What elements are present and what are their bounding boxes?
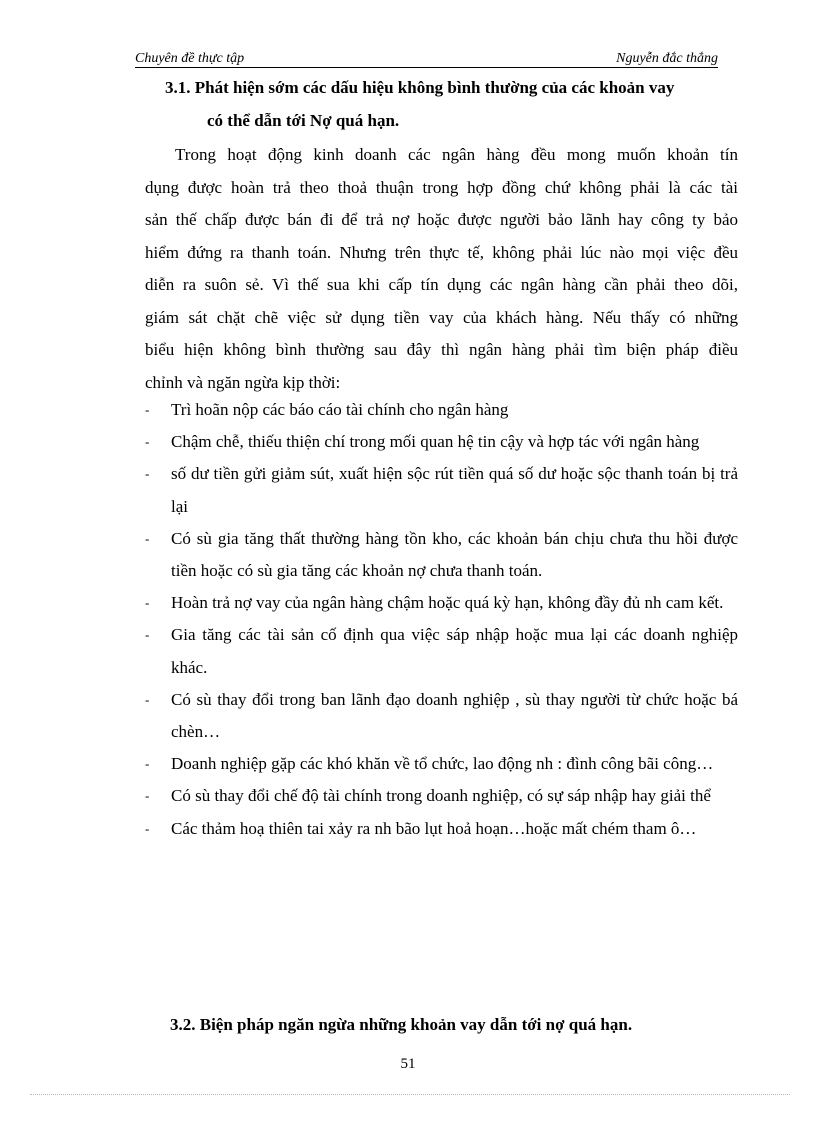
bullet-dash: - (145, 466, 150, 482)
bullet-dash: - (145, 627, 150, 643)
section-heading-3-1-continued: có thể dẫn tới Nợ quá hạn. (207, 111, 400, 130)
bullet-dash: - (145, 402, 150, 417)
intro-paragraph (145, 139, 738, 399)
list-item (145, 523, 738, 587)
list-item-text: Doanh nghiệp gặp các khó khăn về tổ chức, lao động nh : đình công bãi công… (171, 754, 714, 774)
bullet-dash: - (145, 595, 150, 611)
header-title: Chuyên đề thực tập (135, 51, 245, 66)
list-item-text: Có sù thay đổi chế độ tài chính trong doanh nghiệp, có sự sáp nhập hay giải thể (171, 786, 711, 806)
list-item (145, 619, 738, 683)
list-item-text: Có sù thay đổi trong ban lãnh đạo doanh nghiệp , sù thay người từ chức hoặc bá chèn… (171, 689, 738, 742)
paragraph-line: biểu hiện không bình thường sau đây thì ngân hàng phải tìm biện pháp điều (145, 340, 738, 359)
list-item-text: Hoàn trả nợ vay của ngân hàng chậm hoặc quá kỳ hạn, không đầy đủ nh cam kết. (171, 593, 724, 613)
page-number: 51 (400, 1056, 416, 1072)
paragraph-line: giám sát chặt chẽ việc sử dụng tiền vay của khách hàng. Nếu thấy có những (145, 307, 738, 327)
section-heading-3-2: 3.2. Biện pháp ngăn ngừa những khoản vay dẫn tới nợ quá hạn. (170, 1015, 633, 1034)
paragraph-line: Trong hoạt động kinh doanh các ngân hàng đều mong muốn khoản tín (175, 145, 738, 164)
list-item (145, 426, 738, 458)
paragraph-line: hiểm đứng ra thanh toán. Nhưng trên thực tế, không phải lúc nào mọi việc đều (145, 242, 738, 262)
list-item (145, 587, 738, 619)
list-item (145, 394, 738, 426)
footer-divider (30, 1094, 790, 1095)
bullet-dash: - (145, 434, 150, 450)
warning-signs-list (145, 394, 738, 845)
paragraph-line: sản thế chấp được bán đi để trả nợ hoặc được người bảo lãnh hay công ty bảo (145, 210, 738, 229)
list-item-text: số dư tiền gửi giảm sút, xuất hiện sộc rút tiền quá số dư hoặc sộc thanh toán bị trả lại (171, 464, 738, 516)
list-item (145, 458, 738, 522)
bullet-dash: - (145, 756, 150, 772)
paragraph-line: diễn ra suôn sẻ. Vì thế sua khi cấp tín dụng các ngân hàng cần phải theo dõi, (145, 275, 738, 294)
bullet-dash: - (145, 788, 150, 804)
page-header (135, 50, 718, 68)
bullet-dash: - (145, 820, 150, 836)
list-item (145, 813, 738, 845)
list-item-text: Có sù gia tăng thất thường hàng tồn kho, các khoản bán chịu chưa thu hồi được tiền hoặc có sù gia tăng các khoản nợ chưa thanh toán. (171, 528, 738, 581)
list-item (145, 748, 738, 780)
header-author: Nguyễn đắc thắng (616, 51, 718, 66)
list-item-text: Trì hoãn nộp các báo cáo tài chính cho ngân hàng (171, 400, 509, 419)
list-item-text: Gia tăng các tài sản cố định qua việc sáp nhập hoặc mua lại các doanh nghiệp khác. (171, 625, 738, 677)
bullet-dash: - (145, 530, 150, 546)
list-item-text: Các thảm hoạ thiên tai xảy ra nh bão lụt hoả hoạn…hoặc mất chém tham ô… (171, 818, 697, 838)
paragraph-line: dụng được hoàn trả theo thoả thuận trong hợp đồng chứ không phải là các tài (145, 177, 738, 197)
list-item (145, 684, 738, 748)
paragraph-line: chỉnh và ngăn ngừa kịp thời: (145, 372, 341, 392)
list-item (145, 780, 738, 812)
bullet-dash: - (145, 691, 150, 707)
list-item-text: Chậm chễ, thiếu thiện chí trong mối quan hệ tin cậy và hợp tác với ngân hàng (171, 432, 700, 452)
section-heading-3-1: 3.1. Phát hiện sớm các dấu hiệu không bình thường của các khoản vay (165, 78, 675, 97)
